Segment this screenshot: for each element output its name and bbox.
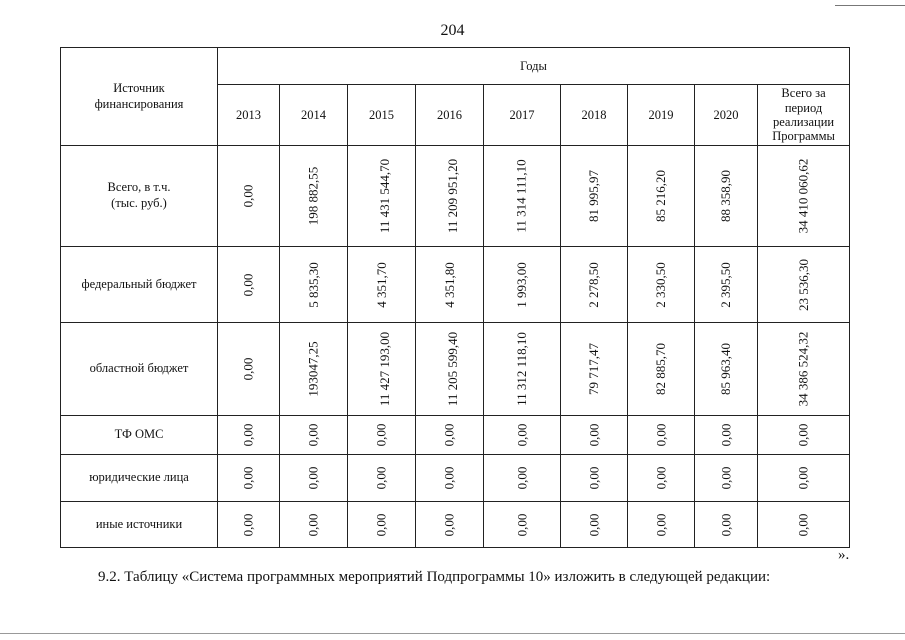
table-row [61,146,850,247]
total-header: Всего за период реализации Программы [758,85,850,146]
table-cell: 0,00 [218,502,280,548]
table-row [61,323,850,416]
table-row [61,502,850,548]
year-header: 2018 [561,85,628,146]
table-cell: 11 314 111,10 [484,146,561,247]
table-cell: 0,00 [484,455,561,502]
table-cell: 79 717,47 [561,323,628,416]
year-header: 2017 [484,85,561,146]
table-cell: 0,00 [758,416,850,455]
table-cell: 11 431 544,70 [348,146,416,247]
table-cell: 2 330,50 [628,247,695,323]
table-cell: 0,00 [416,416,484,455]
table-cell: 0,00 [280,416,348,455]
table-cell: 0,00 [416,455,484,502]
table-cell: 81 995,97 [561,146,628,247]
table-cell: 0,00 [280,455,348,502]
row-label: федеральный бюджет [61,247,218,323]
table-cell: 0,00 [348,416,416,455]
year-header: 2020 [695,85,758,146]
table-cell: 11 427 193,00 [348,323,416,416]
table-cell: 1 993,00 [484,247,561,323]
table-cell: 0,00 [484,416,561,455]
table-cell: 0,00 [218,455,280,502]
table-cell: 23 536,30 [758,247,850,323]
scan-edge-line [0,633,905,634]
table-cell: 0,00 [628,416,695,455]
table-cell: 0,00 [218,416,280,455]
table-cell: 0,00 [758,455,850,502]
table-cell: 0,00 [348,455,416,502]
table-cell: 0,00 [218,247,280,323]
table-cell: 0,00 [218,323,280,416]
year-header: 2015 [348,85,416,146]
table-cell: 198 882,55 [280,146,348,247]
year-header: 2013 [218,85,280,146]
table-cell: 0,00 [218,146,280,247]
table-cell: 0,00 [484,502,561,548]
row-label: юридические лица [61,455,218,502]
closing-quote: ». [838,547,850,563]
table-cell: 82 885,70 [628,323,695,416]
table-cell: 0,00 [561,502,628,548]
table-row [61,416,850,455]
table-cell: 2 278,50 [561,247,628,323]
table-cell: 88 358,90 [695,146,758,247]
table-cell: 0,00 [695,502,758,548]
row-label: иные источники [61,502,218,548]
row-label: областной бюджет [61,323,218,416]
table-cell: 85 216,20 [628,146,695,247]
table-cell: 5 835,30 [280,247,348,323]
table-cell: 11 312 118,10 [484,323,561,416]
financing-table [60,47,850,548]
year-header: 2016 [416,85,484,146]
table-cell: 0,00 [628,455,695,502]
table-cell: 4 351,70 [348,247,416,323]
table-cell: 85 963,40 [695,323,758,416]
year-header: 2019 [628,85,695,146]
table-cell: 193047,25 [280,323,348,416]
table-cell: 34 410 060,62 [758,146,850,247]
year-header: 2014 [280,85,348,146]
table-cell: 0,00 [758,502,850,548]
source-header: Источник финансирования [61,48,218,146]
table-cell: 0,00 [348,502,416,548]
table-row [61,247,850,323]
years-header: Годы [218,48,850,85]
scan-edge-line [835,5,905,6]
table-cell: 0,00 [280,502,348,548]
table-row [61,455,850,502]
table-cell: 11 209 951,20 [416,146,484,247]
table-cell: 0,00 [416,502,484,548]
page-number: 204 [440,22,465,39]
table-cell: 2 395,50 [695,247,758,323]
row-label: Всего, в т.ч. (тыс. руб.) [61,146,218,247]
table-cell: 0,00 [561,416,628,455]
table-cell: 0,00 [561,455,628,502]
table-cell: 0,00 [695,455,758,502]
row-label: ТФ ОМС [61,416,218,455]
table-cell: 34 386 524,32 [758,323,850,416]
table-cell: 11 205 599,40 [416,323,484,416]
instruction-text: 9.2. Таблицу «Система программных мероприятий Подпрограммы 10» изложить в следующей редакции: [98,569,771,585]
table-cell: 4 351,80 [416,247,484,323]
table-cell: 0,00 [695,416,758,455]
table-cell: 0,00 [628,502,695,548]
